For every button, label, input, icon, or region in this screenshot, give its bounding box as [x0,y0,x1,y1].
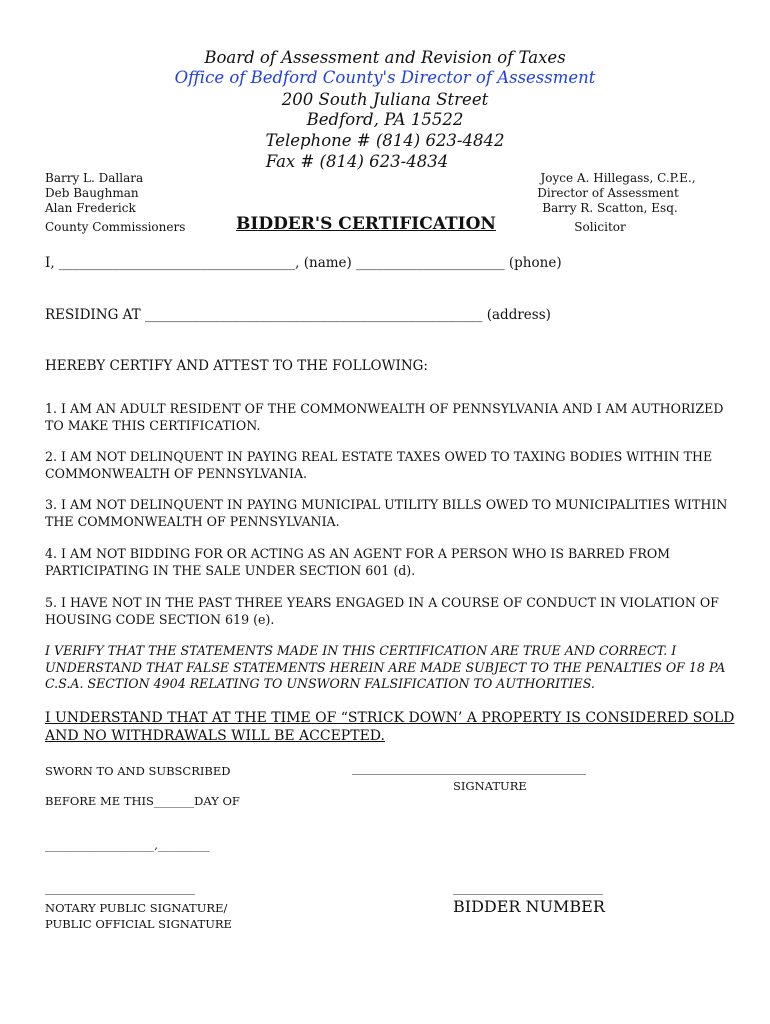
bidder-number-label: BIDDER NUMBER [453,897,605,916]
solicitor-role: Solicitor [574,220,626,234]
before-me-line[interactable]: BEFORE ME THIS_______DAY OF [45,794,240,808]
telephone: Telephone # (814) 623-4842 [265,131,505,150]
notary-signature-line[interactable]: _________________________ [45,881,195,895]
bidder-number-line[interactable]: _________________________ [453,881,603,895]
city-state-zip: Bedford, PA 15522 [306,110,464,129]
director-title: Director of Assessment [537,186,679,200]
commissioners-role: County Commissioners [45,220,186,234]
director-name: Joyce A. Hillegass, C.P.E., [540,171,696,185]
notary-label: NOTARY PUBLIC SIGNATURE/ [45,901,228,915]
public-official-label: PUBLIC OFFICIAL SIGNATURE [45,917,232,931]
certification-item-4: 4. I AM NOT BIDDING FOR OR ACTING AS AN AGENT FOR A PERSON WHO IS BARRED FROM PARTICIPATING IN THE SALE UNDER SECTION 601 (d). [45,546,671,578]
signature-label: SIGNATURE [453,779,527,793]
address-line[interactable]: RESIDING AT __________________________________________________ (address) [45,307,551,323]
certification-item-5: 5. I HAVE NOT IN THE PAST THREE YEARS ENGAGED IN A COURSE OF CONDUCT IN VIOLATION OF HOUSING CODE SECTION 619 (e). [45,595,719,627]
certification-item-1: 1. I AM AN ADULT RESIDENT OF THE COMMONWEALTH OF PENNSYLVANIA AND I AM AUTHORIZED TO MAKE THIS CERTIFICATION. [45,401,724,433]
form-title: BIDDER'S CERTIFICATION [236,214,496,234]
office-title: Office of Bedford County's Director of Assessment [174,68,596,87]
commissioner-2: Deb Baughman [45,186,139,200]
sworn-label: SWORN TO AND SUBSCRIBED [45,764,231,778]
understand-statement: I UNDERSTAND THAT AT THE TIME OF “STRICK DOWN’ A PROPERTY IS CONSIDERED SOLD AND NO WITHDRAWALS WILL BE ACCEPTED. [45,710,735,744]
fax: Fax # (814) 623-4834 [265,152,449,171]
commissioner-3: Alan Frederick [45,201,136,215]
certification-item-3: 3. I AM NOT DELINQUENT IN PAYING MUNICIPAL UTILITY BILLS OWED TO MUNICIPALITIES WITHIN THE COMMONWEALTH OF PENNSYLVANIA. [45,497,728,529]
board-title: Board of Assessment and Revision of Taxes [204,48,566,67]
solicitor-name: Barry R. Scatton, Esq. [542,201,678,215]
commissioner-1: Barry L. Dallara [45,171,144,185]
verify-statement: I VERIFY THAT THE STATEMENTS MADE IN THIS CERTIFICATION ARE TRUE AND CORRECT. I UNDERSTAND THAT FALSE STATEMENTS HEREIN ARE MADE SUBJECT TO THE PENALTIES OF 18 PA C.S.A. SECTION 4904 RELATING TO UNSWORN FALSIFICATION TO AUTHORITIES. [45,643,726,691]
street-address: 200 South Juliana Street [281,90,489,109]
certification-item-2: 2. I AM NOT DELINQUENT IN PAYING REAL ESTATE TAXES OWED TO TAXING BODIES WITHIN THE COMMONWEALTH OF PENNSYLVANIA. [45,449,713,481]
name-phone-line[interactable]: I, ___________________________________, (name) ______________________ (phone) [45,255,562,271]
signature-line[interactable]: _______________________________________ [352,761,586,775]
certify-heading: HEREBY CERTIFY AND ATTEST TO THE FOLLOWING: [45,358,428,374]
date-line[interactable]: ___________________,_________ [45,838,210,852]
